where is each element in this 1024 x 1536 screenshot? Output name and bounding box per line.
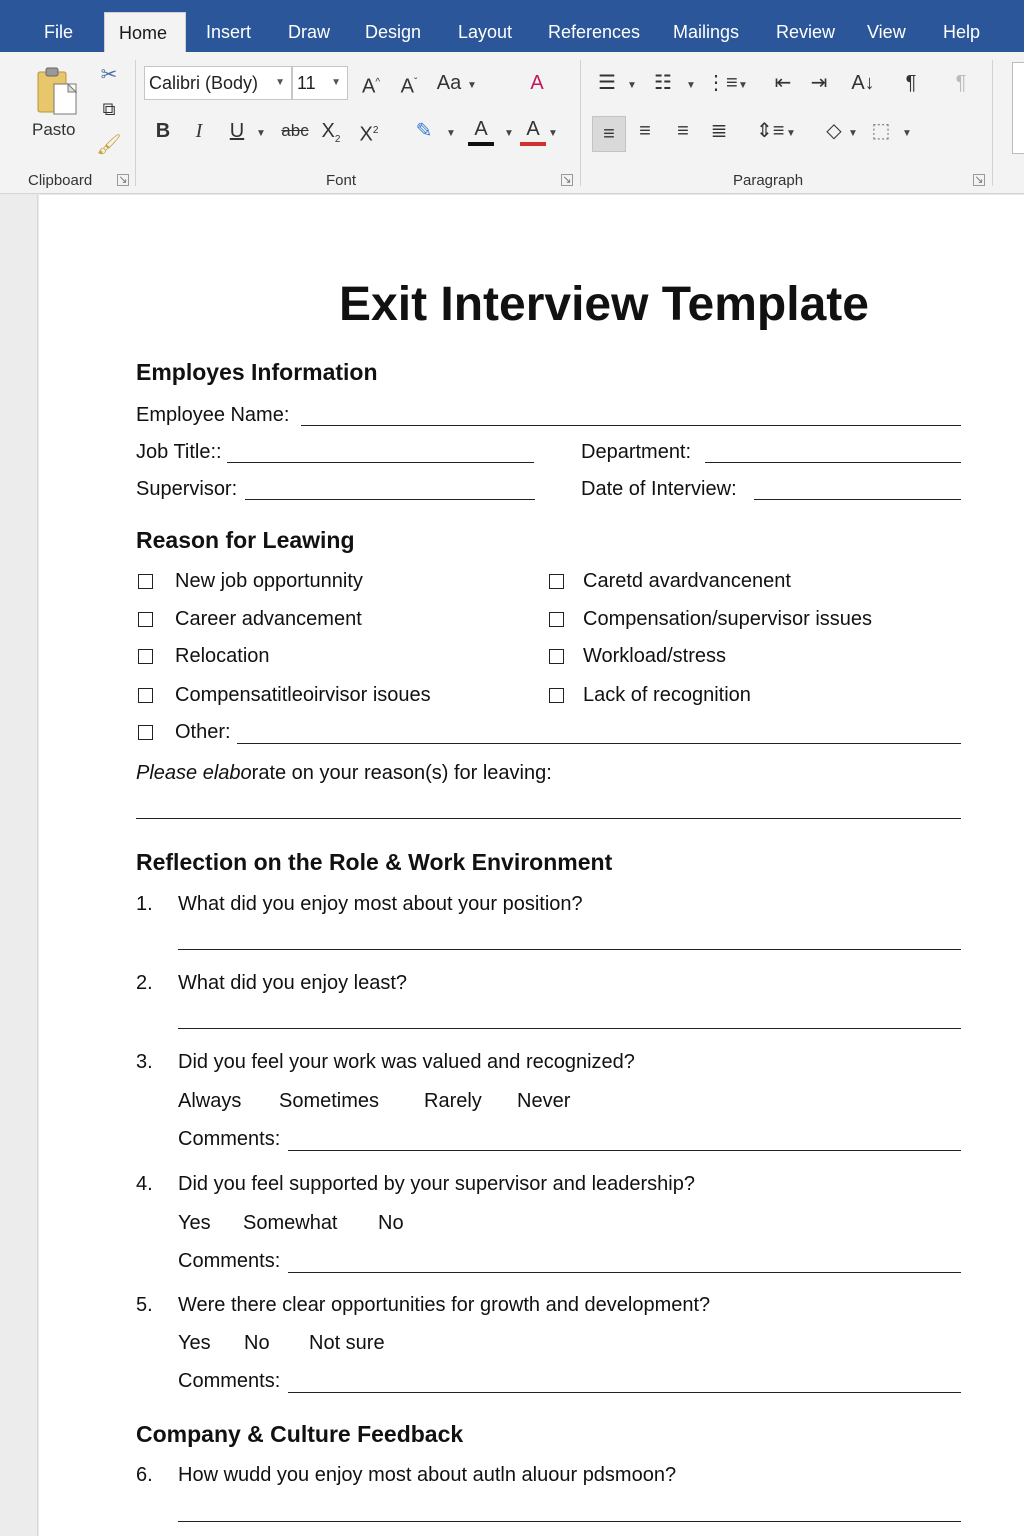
- chevron-down-icon[interactable]: ▼: [548, 128, 558, 139]
- increase-indent-icon[interactable]: ⇥: [810, 72, 828, 94]
- chevron-down-icon[interactable]: ▼: [467, 80, 477, 91]
- align-right-icon[interactable]: ≡: [677, 120, 689, 142]
- bullets-icon[interactable]: ☰: [598, 72, 616, 94]
- font-size-value: 11: [297, 73, 316, 93]
- page-title: Exit Interview Template: [339, 278, 869, 331]
- checkbox-career-advancement-2[interactable]: [549, 574, 564, 589]
- chevron-down-icon[interactable]: ▼: [738, 80, 748, 91]
- option-label: Compensation/supervisor issues: [583, 608, 873, 630]
- option-yes[interactable]: Yes: [178, 1332, 211, 1354]
- comments-label: Comments:: [178, 1370, 281, 1392]
- change-case-icon[interactable]: Aa: [436, 72, 462, 94]
- checkbox-relocation[interactable]: [138, 649, 153, 664]
- question-number: 1.: [136, 893, 153, 915]
- comments-label: Comments:: [178, 1250, 281, 1272]
- checkbox-career-advancement[interactable]: [138, 612, 153, 627]
- show-marks-icon[interactable]: ¶: [905, 72, 917, 94]
- date-of-interview-field[interactable]: [754, 499, 961, 500]
- option-somewhat[interactable]: Somewhat: [243, 1212, 338, 1234]
- checkbox-compensation-supervisor[interactable]: [549, 612, 564, 627]
- ribbon-home: [0, 52, 1024, 194]
- question-number: 3.: [136, 1051, 153, 1073]
- chevron-down-icon[interactable]: ▼: [256, 128, 266, 139]
- question-number: 4.: [136, 1173, 153, 1195]
- question-3: Did you feel your work was valued and recognized?: [178, 1051, 635, 1073]
- chevron-down-icon: ▼: [331, 77, 341, 88]
- bold-icon[interactable]: B: [155, 120, 171, 142]
- option-not-sure[interactable]: Not sure: [309, 1332, 385, 1354]
- sort-icon[interactable]: A↓: [851, 72, 875, 94]
- option-label: Lack of recognition: [583, 684, 751, 706]
- job-title-field[interactable]: [227, 462, 534, 463]
- option-label: New job opportunnity: [175, 570, 363, 592]
- format-painter-icon[interactable]: 🖌: [96, 134, 122, 156]
- option-never[interactable]: Never: [517, 1090, 571, 1112]
- superscript-icon[interactable]: $X^2$: [359, 123, 379, 146]
- option-sometimes[interactable]: Sometimes: [279, 1090, 380, 1112]
- font-color-icon[interactable]: A: [468, 116, 494, 146]
- department-label: Department:: [581, 441, 692, 463]
- tab-design[interactable]: Design: [365, 22, 422, 42]
- separator: [992, 60, 993, 186]
- paragraph-launcher-icon[interactable]: ↘: [974, 174, 984, 186]
- option-rarely[interactable]: Rarely: [424, 1090, 482, 1112]
- tab-mailings[interactable]: Mailings: [673, 22, 740, 42]
- clear-formatting-icon[interactable]: A: [530, 72, 544, 94]
- supervisor-label: Supervisor:: [136, 478, 238, 500]
- checkbox-lack-of-recognition[interactable]: [549, 688, 564, 703]
- culture-heading: Company & Culture Feedback: [136, 1421, 464, 1447]
- line-spacing-icon[interactable]: ⇕≡: [756, 120, 785, 142]
- checkbox-workload[interactable]: [549, 649, 564, 664]
- question-1: What did you enjoy most about your position?: [178, 893, 583, 915]
- decrease-indent-icon[interactable]: ⇤: [774, 72, 792, 94]
- font-size-dropdown[interactable]: [292, 66, 348, 100]
- elaborate-prompt-italic: Please elabo: [136, 762, 252, 784]
- chevron-down-icon[interactable]: ▼: [446, 128, 456, 139]
- tab-insert[interactable]: Insert: [206, 22, 252, 42]
- document-page[interactable]: [39, 195, 1024, 1536]
- align-center-icon[interactable]: ≡: [639, 120, 651, 142]
- chevron-down-icon[interactable]: ▼: [848, 128, 858, 139]
- comments-label: Comments:: [178, 1128, 281, 1150]
- answer-6-field[interactable]: [178, 1521, 961, 1522]
- chevron-down-icon[interactable]: ▼: [786, 128, 796, 139]
- chevron-down-icon: ▼: [275, 77, 285, 88]
- borders-icon[interactable]: ⬚: [871, 120, 891, 142]
- employee-info-heading: Employes Information: [136, 359, 378, 385]
- justify-icon[interactable]: ≣: [710, 120, 728, 142]
- shading-icon[interactable]: ◇: [826, 120, 842, 142]
- option-label: Compensatitleoirvisor isoues: [175, 684, 431, 706]
- option-no[interactable]: No: [378, 1212, 404, 1234]
- cut-icon[interactable]: ✂: [100, 64, 118, 86]
- supervisor-field[interactable]: [245, 499, 535, 500]
- answer-1-field[interactable]: [178, 949, 961, 950]
- tab-draw[interactable]: Draw: [288, 22, 331, 42]
- left-margin-strip: [0, 195, 38, 1536]
- answer-2-field[interactable]: [178, 1028, 961, 1029]
- comments-5-field[interactable]: [288, 1392, 961, 1393]
- question-2: What did you enjoy least?: [178, 972, 408, 994]
- elaborate-prompt-rest: rate on your reason(s) for leaving:: [251, 762, 552, 784]
- reflection-heading: Reflection on the Role & Work Environment: [136, 849, 613, 875]
- paste-button[interactable]: [28, 62, 82, 142]
- tab-references[interactable]: References: [548, 22, 641, 42]
- question-number: 5.: [136, 1294, 153, 1316]
- option-no[interactable]: No: [244, 1332, 270, 1354]
- question-number: 6.: [136, 1464, 153, 1486]
- italic-icon[interactable]: I: [195, 120, 203, 142]
- align-left-icon[interactable]: ≡: [592, 116, 626, 152]
- checkbox-compensation[interactable]: [138, 688, 153, 703]
- group-label-font: Font: [326, 172, 357, 189]
- question-6: How wudd you enjoy most about autln aluour pdsmoon?: [178, 1464, 677, 1486]
- option-label: Career advancement: [175, 608, 362, 630]
- clipboard-launcher-icon[interactable]: ↘: [118, 174, 128, 186]
- employee-name-label: Employee Name:: [136, 404, 290, 426]
- question-number: 2.: [136, 972, 153, 994]
- question-4: Did you feel supported by your supervisor and leadership?: [178, 1173, 695, 1195]
- comments-4-field[interactable]: [288, 1272, 961, 1273]
- elaborate-prompt: [136, 762, 552, 785]
- copy-icon[interactable]: ⧉: [102, 99, 116, 119]
- checkbox-new-job[interactable]: [138, 574, 153, 589]
- tab-help[interactable]: Help: [943, 22, 981, 42]
- group-label-paragraph: Paragraph: [733, 172, 804, 189]
- question-5: Were there clear opportunities for growth and development?: [178, 1294, 711, 1316]
- chevron-down-icon[interactable]: ▼: [627, 80, 637, 91]
- checkbox-other[interactable]: [138, 725, 153, 740]
- strikethrough-icon[interactable]: abc: [281, 121, 309, 140]
- chevron-down-icon[interactable]: ▼: [902, 128, 912, 139]
- font-launcher-icon[interactable]: ↘: [562, 174, 572, 186]
- tab-file[interactable]: File: [44, 22, 74, 42]
- separator: [580, 60, 581, 186]
- option-label: Workload/stress: [583, 645, 727, 667]
- employee-name-field[interactable]: [301, 425, 961, 426]
- numbering-icon[interactable]: ☷: [654, 72, 672, 94]
- option-label: Relocation: [175, 645, 270, 667]
- group-label-clipboard: Clipboard: [28, 172, 93, 189]
- tab-home[interactable]: Home: [104, 12, 186, 52]
- paste-icon: [34, 66, 84, 118]
- tab-view[interactable]: View: [867, 22, 906, 42]
- comments-3-field[interactable]: [288, 1150, 961, 1151]
- option-label: Caretd avardvancenent: [583, 570, 791, 592]
- paragraph-marks-icon[interactable]: ¶: [955, 72, 967, 94]
- underline-icon[interactable]: U: [229, 120, 245, 142]
- paste-label: Pasto: [32, 120, 76, 139]
- highlight-color-icon[interactable]: A: [520, 116, 546, 146]
- other-field[interactable]: [237, 743, 961, 744]
- date-of-interview-label: Date of Interview:: [581, 478, 737, 500]
- separator: [135, 60, 136, 186]
- chevron-down-icon[interactable]: ▼: [504, 128, 514, 139]
- chevron-down-icon[interactable]: ▼: [686, 80, 696, 91]
- text-effects-icon[interactable]: ✎: [415, 120, 433, 142]
- multilevel-list-icon[interactable]: ⋮≡: [706, 72, 738, 94]
- tab-layout[interactable]: Layout: [458, 22, 513, 42]
- department-field[interactable]: [705, 462, 961, 463]
- elaborate-field[interactable]: [136, 818, 961, 819]
- job-title-label: Job Title::: [136, 441, 222, 463]
- option-always[interactable]: Always: [178, 1090, 242, 1112]
- reason-heading: Reason for Leawing: [136, 527, 355, 553]
- styles-gallery-edge[interactable]: [1012, 62, 1024, 154]
- tab-review[interactable]: Review: [776, 22, 836, 42]
- option-yes[interactable]: Yes: [178, 1212, 211, 1234]
- other-label: Other:: [175, 721, 231, 743]
- font-name-dropdown[interactable]: [144, 66, 292, 100]
- ribbon-tab-bar: [0, 0, 1024, 52]
- font-name-value: Calibri (Body): [149, 73, 259, 93]
- shrink-font-icon[interactable]: $A^ˇ$: [400, 75, 418, 98]
- subscript-icon[interactable]: $X_2$: [321, 120, 341, 145]
- grow-font-icon[interactable]: A^: [361, 75, 381, 98]
